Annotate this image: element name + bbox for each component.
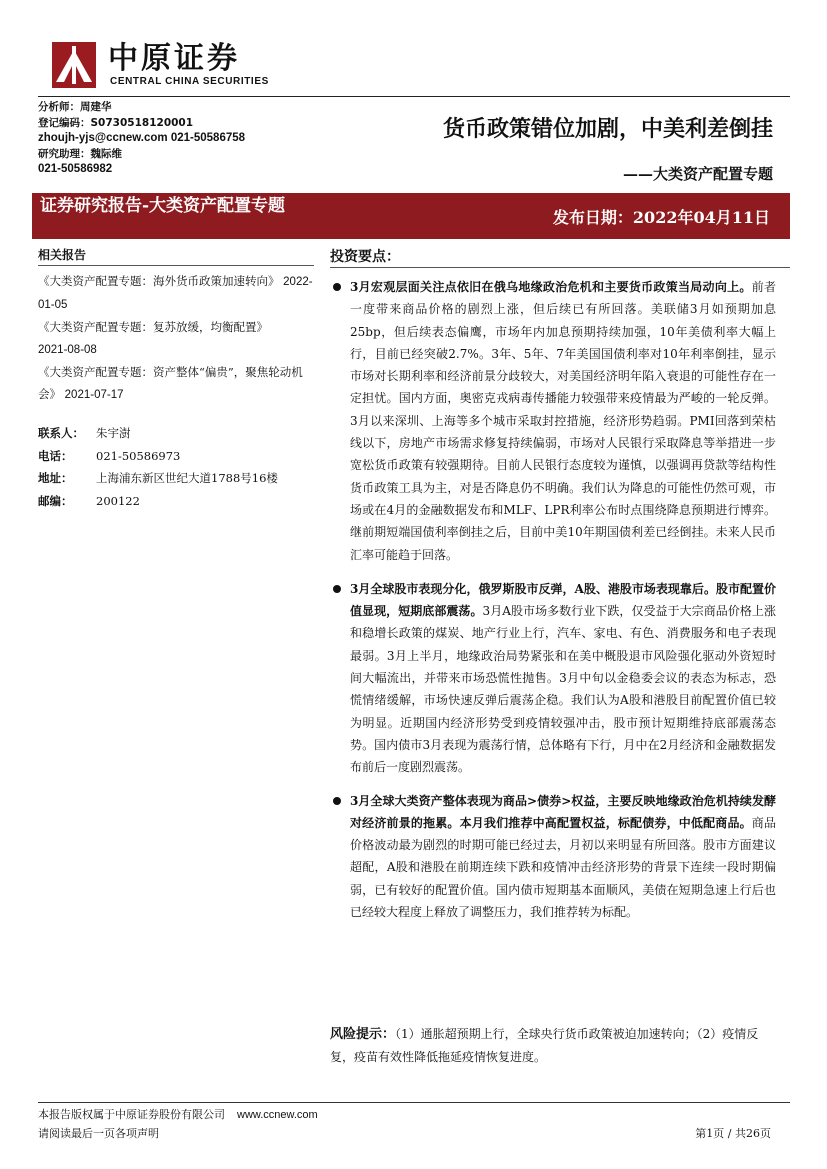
risk-warning — [330, 1023, 778, 1068]
contact-zip-value: 200122 — [96, 493, 140, 508]
highlight-paragraph-2 — [330, 578, 776, 779]
highlight-3-body: 商品价格波动最为剧烈的时期可能已经过去，月初以来明显有所回落。股市方面建议超配，A股和港股在前期连续下跌和疫情冲击经济形势的背景下连续一段时期偏弱，已有较好的配置价值。国内债市短期基本面顺风，美债在短期急速上行后也已经较大程度上释放了调整压力，我们推荐转为标配。 — [350, 815, 776, 920]
risk-text: （1）通胀超预期上行，全球央行货币政策被迫加速转向；（2）疫情反复，疫苗有效性降低拖延疫情恢复进度。 — [330, 1027, 759, 1064]
highlight-1-body: 前者一度带来商品价格的剧烈上涨，但后续已有所回落。美联储3月如预期加息25bp，但后续表态偏鹰，市场年内加息预期持续加强，10年美债利率大幅上行，目前已经突破2.7%。3年、5年、7年美国国债利率对10年利率倒挂，显示市场对长期利率和经济前景分歧较大，对美国经济明年陷入衰退的可能性存在一定担忧。国内方面，奥密克戎病毒传播能力较强带来疫情最为严峻的一轮反弹。3月以来深圳、上海等多个城市采取封控措施，经济形势趋弱。PMI回落到荣枯线以下，房地产市场需求修复持续偏弱，市场对人民银行采取降息等举措进一步宽松货币政策有较强期待。目前人民银行态度较为谨慎，以强调再贷款等结构性货币政策工具为主，对是否降息仍不明确。我们认为降息的可能性仍然可观，市场或在4月的金融数据发布和MLF、LPR利率公布时点围绕降息预期进行博弈。继前期短端国债利率倒挂之后，目前中美10年期国债利差已经倒挂。未来人民币汇率可能趋于回落。 — [350, 280, 776, 562]
report-subtitle: ——大类资产配置专题 — [622, 165, 773, 183]
related-reports-list — [38, 270, 314, 406]
contact-address-label: 地址： — [38, 471, 73, 485]
page-number: 第1页 / 共26页 — [695, 1127, 771, 1140]
contact-address-row — [38, 467, 314, 490]
footer-copyright-row — [38, 1106, 318, 1122]
highlight-paragraph-1 — [330, 276, 776, 566]
investment-highlights — [330, 246, 790, 923]
contact-person-value: 朱宇澍 — [96, 426, 131, 440]
related-reports-section — [38, 246, 314, 406]
related-report-title: 《大类资产配置专题：资产整体“偏贵”，聚焦轮动机会》 — [38, 365, 303, 401]
related-report-date: 2021-08-08 — [38, 344, 97, 356]
report-type-band — [32, 193, 790, 239]
registration-code: 登记编码：S0730518120001 — [38, 116, 194, 129]
contact-person-row — [38, 422, 314, 445]
top-divider — [38, 96, 790, 97]
highlight-1-lead: 3月宏观层面关注点依旧在俄乌地缘政治危机和主要货币政策当局动向上。 — [350, 280, 752, 294]
related-report-item[interactable] — [38, 361, 314, 406]
related-report-date: 2022-01-05 — [38, 276, 313, 311]
contact-section — [38, 422, 314, 512]
bullet-dot-icon — [333, 797, 341, 805]
highlight-2-body: 3月A股市场多数行业下跌，仅受益于大宗商品价格上涨和稳增长政策的煤炭、地产行业上行，汽车、家电、有色、消费服务和电子表现最弱。3月上半月，地缘政治局势紧张和在美中概股退市风险强化驱动外资短时间大幅流出，并带来市场恐慌性抛售。3月中旬以金稳委会议的表态为标志，恐慌情绪缓解，市场快速反弹后震荡企稳。我们认为A股和港股目前配置价值已较为明显。近期国内经济形势受到疫情较强冲击，股市预计短期维持底部震荡态势。国内债市3月表现为震荡行情，总体略有下行，月中在2月经济和金融数据发布前后一度剧烈震荡。 — [350, 604, 776, 775]
report-title: 货币政策错位加剧，中美利差倒挂 — [442, 116, 773, 142]
related-report-title: 《大类资产配置专题：海外货币政策加速转向》 — [38, 274, 280, 288]
footer-copyright: 本报告版权属于中原证券股份有限公司 — [38, 1108, 225, 1121]
investment-heading: 投资要点： — [330, 246, 790, 268]
related-reports-heading: 相关报告 — [38, 246, 314, 266]
logo-en-text: CENTRAL CHINA SECURITIES — [110, 76, 269, 87]
related-report-date: 2021-07-17 — [64, 389, 124, 401]
contact-tel-label: 电话： — [38, 448, 73, 463]
footer-url-link[interactable]: www.ccnew.com — [237, 1109, 318, 1121]
contact-zip-row — [38, 490, 314, 513]
report-category: 证券研究报告-大类资产配置专题 — [40, 196, 286, 216]
bullet-dot-icon — [333, 585, 341, 593]
analyst-name: 分析师：周建华 — [38, 101, 112, 113]
bullet-dot-icon — [333, 283, 341, 291]
assistant-phone: 021-50586982 — [38, 163, 113, 175]
contact-tel-value: 021-50586973 — [96, 448, 181, 463]
risk-label: 风险提示： — [330, 1027, 396, 1042]
highlight-2-lead: 3月全球股市表现分化，俄罗斯股市反弹，A股、港股市场表现靠后。股市配置价值显现，短期底部震荡。 — [350, 581, 776, 619]
logo-cn-text: 中原证券 — [108, 41, 240, 76]
company-logo — [52, 42, 267, 92]
contact-person-label: 联系人： — [38, 426, 84, 440]
related-report-title: 《大类资产配置专题：复苏放缓，均衡配置》 — [38, 320, 268, 334]
publish-date: 发布日期：2022年04月11日 — [552, 208, 770, 227]
highlight-3-lead: 3月全球大类资产整体表现为商品>债券>权益，主要反映地缘政治危机持续发酵对经济前景的拖累。本月我们推荐中高配置权益，标配债券，中低配商品。 — [350, 793, 776, 830]
contact-address-value: 上海浦东新区世纪大道1788号16楼 — [96, 471, 278, 485]
highlight-paragraph-3 — [330, 790, 776, 924]
contact-zip-label: 邮编： — [38, 493, 73, 508]
footer-notice: 请阅读最后一页各项声明 — [38, 1127, 159, 1140]
research-assistant: 研究助理：魏际维 — [38, 147, 122, 160]
analyst-contact: zhoujh-yjs@ccnew.com 021-50586758 — [38, 132, 246, 144]
logo-mark-icon — [52, 42, 96, 88]
related-report-item[interactable] — [38, 270, 314, 316]
contact-tel-row — [38, 445, 314, 468]
analyst-info — [38, 100, 245, 178]
footer-divider — [38, 1102, 790, 1103]
related-report-item[interactable] — [38, 316, 314, 361]
